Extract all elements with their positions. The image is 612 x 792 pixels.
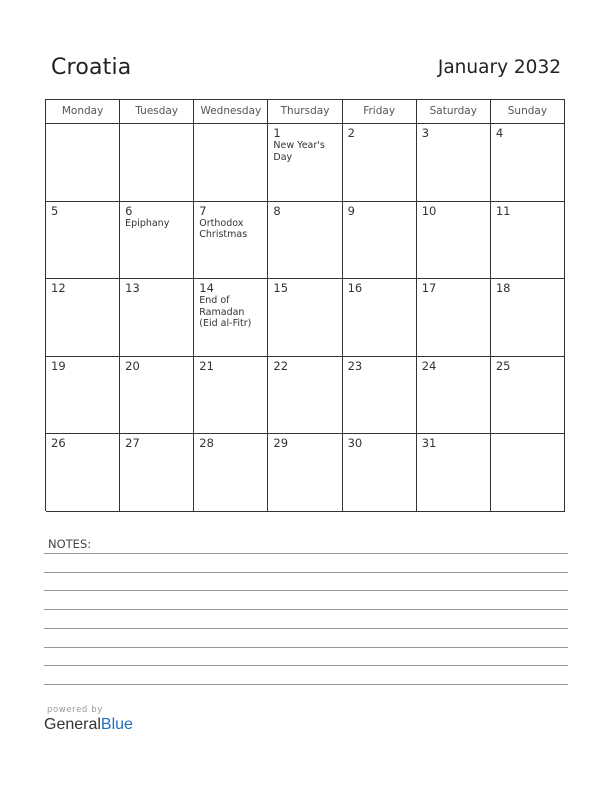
note-line [44,609,568,610]
day-cell [491,124,565,202]
note-line [44,590,568,591]
day-number: 21 [199,358,214,373]
day-number: 8 [273,203,281,218]
weekday-monday: Monday [46,100,120,124]
day-number: 2 [347,126,355,140]
day-cell [268,357,342,435]
day-number: 14 [199,281,214,296]
notes-label: NOTES: [48,537,92,551]
day-cell [268,124,342,202]
holiday-label: End of Ramadan (Eid al-Fitr) [199,295,252,330]
day-cell [491,434,565,512]
month-year-title: January 2032 [437,57,561,78]
weekday-wednesday: Wednesday [194,100,268,124]
day-number: 4 [495,126,504,140]
day-number: 15 [273,281,289,296]
day-number: 26 [51,436,66,451]
weekday-friday: Friday [343,100,417,124]
day-cell [268,202,342,280]
holiday-label: New Year's Day [273,140,325,163]
day-cell [417,202,491,280]
day-cell [343,202,417,280]
day-cell [343,279,417,357]
day-cell [120,357,194,435]
day-cell [268,279,342,357]
calendar-grid [45,99,565,511]
day-number: 17 [421,281,437,296]
day-cell [46,434,120,512]
day-number: 29 [273,436,289,451]
calendar-days [46,124,565,512]
note-line [44,665,568,666]
day-number: 10 [421,203,437,218]
day-number: 20 [125,358,140,373]
weekday-sunday: Sunday [491,100,565,124]
day-number: 23 [347,358,363,373]
note-line [44,647,568,648]
day-number: 25 [495,358,511,373]
day-cell [46,357,120,435]
day-number: 6 [125,203,133,218]
day-number: 30 [347,436,363,451]
day-number: 13 [125,281,140,296]
day-number: 18 [495,281,511,296]
day-number: 7 [199,203,207,218]
day-cell [417,279,491,357]
note-line [44,628,568,629]
day-cell [417,124,491,202]
day-number: 24 [421,358,437,373]
day-cell [46,202,120,280]
brand-name-general: General [44,716,101,733]
holiday-label: Epiphany [125,217,170,229]
country-title: Croatia [51,55,132,80]
day-number: 28 [199,436,214,451]
day-cell [120,434,194,512]
weekday-tuesday: Tuesday [120,100,194,124]
weekday-thursday: Thursday [268,100,342,124]
day-cell [417,434,491,512]
day-number: 19 [51,358,66,373]
day-number: 9 [347,203,355,218]
weekday-saturday: Saturday [417,100,491,124]
day-number: 27 [125,436,140,451]
day-cell [343,124,417,202]
day-cell [194,279,268,357]
day-number: 1 [273,126,281,140]
brand-logo [44,716,133,734]
day-cell [417,357,491,435]
day-cell [194,124,268,202]
day-cell [491,202,565,280]
day-cell [268,434,342,512]
day-number: 31 [421,436,437,451]
day-cell [194,202,268,280]
day-cell [343,357,417,435]
day-cell [46,279,120,357]
day-number: 3 [421,126,430,140]
day-number: 11 [495,203,511,218]
powered-by-text: powered by [47,705,103,715]
weekday-header-row [46,100,565,124]
day-cell [120,202,194,280]
day-number: 16 [347,281,363,296]
day-cell [491,357,565,435]
day-cell [46,124,120,202]
day-number: 5 [51,203,59,218]
day-cell [343,434,417,512]
holiday-label: Orthodox Christmas [199,217,248,241]
day-cell [194,357,268,435]
note-line [44,553,568,554]
day-number: 22 [273,358,289,373]
day-cell [120,124,194,202]
day-cell [491,279,565,357]
note-line [44,684,568,685]
note-line [44,572,568,573]
day-cell [194,434,268,512]
day-number: 12 [51,281,66,296]
day-cell [120,279,194,357]
brand-name-blue: Blue [100,716,133,733]
